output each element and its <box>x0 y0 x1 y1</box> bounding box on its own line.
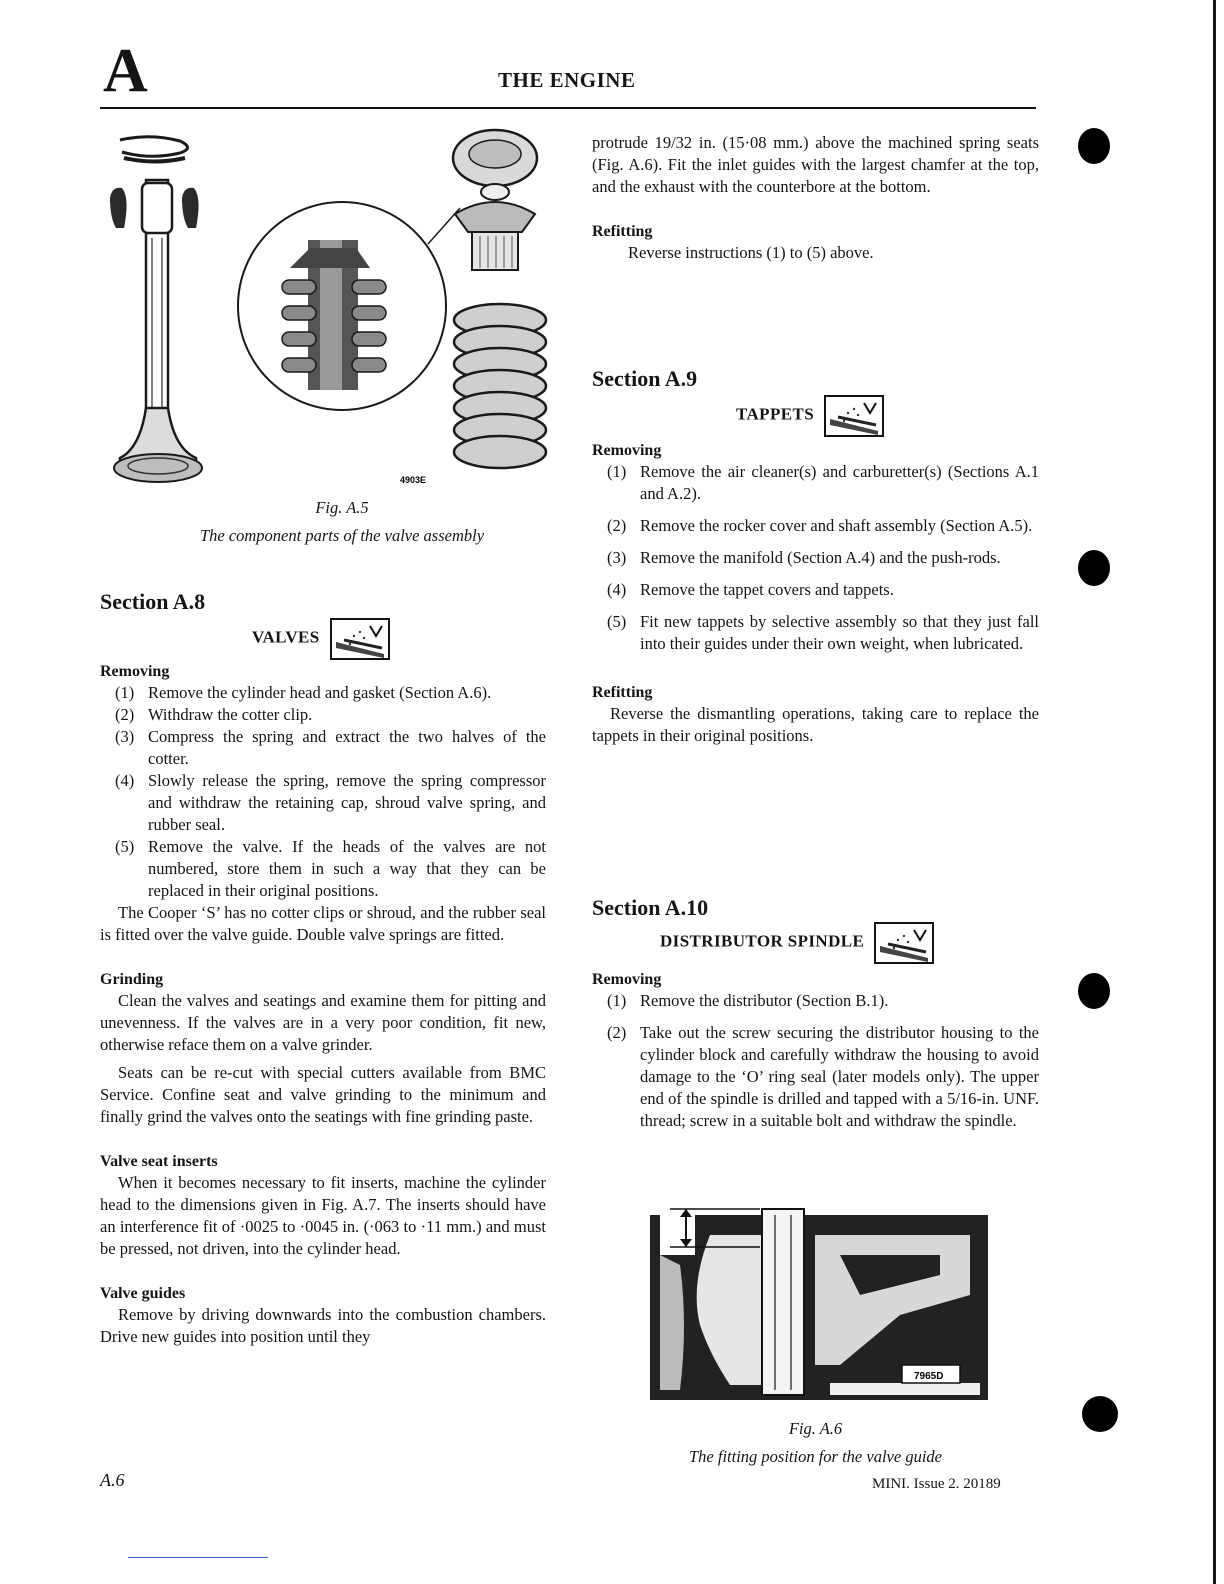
guides-label: Valve guides <box>100 1285 186 1302</box>
section-title <box>736 395 884 437</box>
right-column-top <box>592 132 1039 264</box>
service-op-icon <box>330 618 390 660</box>
section-title <box>660 922 934 964</box>
page-title: THE ENGINE <box>498 68 636 92</box>
step-item: (1) Remove the air cleaner(s) and carburetter(s) (Sections A.1 and A.2). <box>607 462 1039 503</box>
step-item: (3) Compress the spring and extract the two halves of the cotter. <box>115 727 546 768</box>
refitting-label: Refitting <box>592 684 653 701</box>
binder-hole <box>1078 550 1110 586</box>
section-a9-body <box>592 441 1039 747</box>
issue-info: MINI. Issue 2. 20189 <box>872 1476 1001 1492</box>
inserts-label: Valve seat inserts <box>100 1153 218 1170</box>
cooper-note: The Cooper ‘S’ has no cotter clips or shroud, and the rubber seal is fitted over the valve guide. Double valve springs are fitted. <box>100 903 546 944</box>
section-heading: Section A.8 <box>100 589 206 614</box>
step-item: (1) Remove the distributor (Section B.1). <box>607 991 889 1010</box>
refitting-text: Reverse the dismantling operations, taking care to replace the tappets in their original positions. <box>592 704 1039 745</box>
grinding-text: Clean the valves and seatings and examine them for pitting and unevenness. If the valves are in a very poor condition, fit new, otherwise reface them on a valve grinder. <box>100 991 546 1054</box>
valve-assembly-illustration <box>100 128 560 493</box>
inserts-text: When it becomes necessary to fit inserts, machine the cylinder head to the dimensions given in Fig. A.7. The inserts should have an interference fit of ·0025 to ·0045 in. (·063 to ·11 mm.) and must be pressed, not driven, into the cylinder head. <box>100 1173 546 1258</box>
figure-caption: The component parts of the valve assembly <box>199 526 485 545</box>
section-title-text: DISTRIBUTOR SPINDLE <box>660 931 865 951</box>
section-heading: Section A.10 <box>592 895 709 920</box>
guides-continued: protrude 19/32 in. (15·08 mm.) above the machined spring seats (Fig. A.6). Fit the inlet guides with the largest chamfer at the top, and the exhaust with the counterbore at the bottom. <box>592 133 1039 196</box>
step-item: (2) Take out the screw securing the distributor housing to the cylinder block and carefully withdraw the housing to avoid damage to the ‘O’ ring seal (later models only). The upper end of the spindle is drilled and tapped with a 5/16-in. UNF. thread; screw in a suitable bolt and withdraw the spindle. <box>607 1023 1039 1130</box>
figure-code: 4903E <box>400 475 427 485</box>
step-item: (1) Remove the cylinder head and gasket (Section A.6). <box>115 683 492 702</box>
refitting-text: Reverse instructions (1) to (5) above. <box>628 243 874 262</box>
service-op-icon <box>824 395 884 437</box>
step-item: (2) Remove the rocker cover and shaft assembly (Section A.5). <box>607 516 1033 535</box>
step-item: (4) Slowly release the spring, remove the spring compressor and withdraw the retaining cap, shroud valve spring, and rubber seal. <box>115 771 546 834</box>
figure-caption: The fitting position for the valve guide <box>689 1447 942 1466</box>
removing-label: Removing <box>592 442 662 459</box>
step-item: (5) Remove the valve. If the heads of the valves are not numbered, store them in such a way that they can be replaced in their original positions. <box>115 837 546 900</box>
binder-hole <box>1082 1396 1118 1432</box>
section-a10-body <box>592 970 1039 1132</box>
section-a8-body <box>100 662 546 1348</box>
section-heading: Section A.9 <box>592 366 698 391</box>
step-item: (5) Fit new tappets by selective assembly so that they just fall into their guides under their own weight, when lubricated. <box>607 612 1039 653</box>
service-op-icon <box>874 922 934 964</box>
step-item: (2) Withdraw the cotter clip. <box>115 705 313 724</box>
scan-artifact-line <box>128 1557 268 1558</box>
grinding-label: Grinding <box>100 971 164 988</box>
page-number: A.6 <box>100 1470 125 1490</box>
guides-text: Remove by driving downwards into the combustion chambers. Drive new guides into position until they <box>100 1305 546 1346</box>
removal-steps <box>592 990 1039 1132</box>
figure-code: 7965D <box>914 1371 944 1382</box>
refitting-label: Refitting <box>592 223 653 240</box>
removal-steps <box>100 682 546 902</box>
figure-label: Fig. A.5 <box>315 498 369 517</box>
section-title-text: VALVES <box>252 627 320 647</box>
page-edge <box>1213 0 1216 1584</box>
removing-label: Removing <box>592 971 662 988</box>
section-title-text: TAPPETS <box>736 404 815 424</box>
binder-hole <box>1078 973 1110 1009</box>
section-letter: A <box>103 37 148 105</box>
removal-steps <box>592 461 1039 655</box>
step-item: (4) Remove the tappet covers and tappets. <box>607 580 894 599</box>
binder-hole <box>1078 128 1110 164</box>
valve-guide-section-illustration <box>640 1205 990 1401</box>
figure-label: Fig. A.6 <box>788 1419 843 1438</box>
section-title <box>252 618 390 660</box>
removing-label: Removing <box>100 663 170 680</box>
header-rule <box>100 107 1036 109</box>
grinding-text: Seats can be re-cut with special cutters available from BMC Service. Confine seat and valve grinding to the minimum and finally grind the valves onto the seatings with fine grinding paste. <box>100 1063 546 1126</box>
step-item: (3) Remove the manifold (Section A.4) and the push-rods. <box>607 548 1001 567</box>
